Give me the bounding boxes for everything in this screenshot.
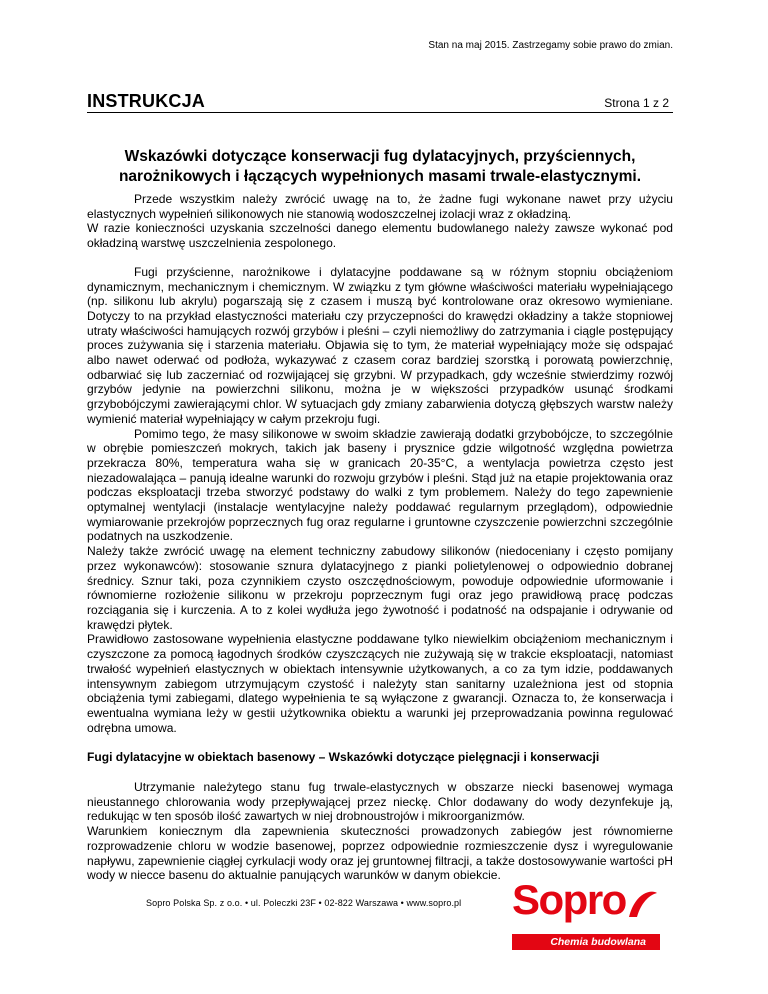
paragraph: Utrzymanie należytego stanu fug trwale-elastycznych w obszarze niecki basenowej wymaga nieustannego chlorowania wody przepływającej przez nieckę. Chlor dodawany do wody dezynfekuje ją, redukując w ten sposób ilość zawartych w niej drobnoustrojów i mikroorganizmów.	[87, 780, 673, 824]
paragraph: Przede wszystkim należy zwrócić uwagę na to, że żadne fugi wykonane nawet przy użyciu elastycznych wypełnień silikonowych nie stanowią wodoszczelnej izolacji wraz z okładziną.	[87, 192, 673, 221]
document-type: INSTRUKCJA	[87, 91, 206, 111]
paragraph: Pomimo tego, że masy silikonowe w swoim składzie zawierają dodatki grzybobójcze, to szczególnie w obrębie pomieszczeń mokrych, takich jak baseny i prysznice gdzie wilgotność względna powietrza przekracza 80%, temperatura waha się w granicach 20-35°C, a wentylacja powietrza często jest niezadowalająca – panują idealne warunki do rozwoju grzybów i pleśni. Stąd już na etapie projektowania oraz podczas eksploatacji trzeba stworzyć podstawy do walki z tym problemem. Należy do tego zapewnienie optymalnej wentylacji (instalacje wentylacyjne należy poddawać regularnym przeglądom), odpowiednie wymiarowanie przekrojów poprzecznych fug oraz regularne i gruntowne czyszczenie powierzchni szczególnie podatnych na uszkodzenie.	[87, 426, 673, 544]
document-title	[87, 147, 673, 187]
logo-swoosh-icon	[625, 887, 659, 921]
page-number: Strona 1 z 2	[604, 96, 669, 110]
document-header	[87, 90, 673, 113]
paragraph: Prawidłowo zastosowane wypełnienia elastyczne poddawane tylko niewielkim obciążeniom mechanicznym i czyszczone za pomocą łagodnych środków czyszczących nie zużywają się w trakcie eksploatacji, natomiast trwałość wypełnień elastycznych w obiektach intensywnie użytkowanych, a co za tym idzie, poddawanych intensywnym zabiegom utrzymującym czystość i należyty stan sanitarny uzależniona jest od stopnia obciążenia tymi zabiegami, dlatego wypełnienia te są wyłączone z gwarancji. Oznacza to, że konserwacja i ewentualna wymiana leży w gestii użytkownika obiektu a warunki jej przeprowadzania powinna regulować odrębna umowa.	[87, 632, 673, 735]
paragraph: Fugi przyścienne, narożnikowe i dylatacyjne poddawane są w różnym stopniu obciążeniom dynamicznym, mechanicznym i chemicznym. W związku z tym główne właściwości materiału wypełniającego (np. silikonu lub akrylu) pogarszają się z czasem i muszą być kontrolowane oraz okresowo wymieniane. Dotyczy to na przykład elastyczności materiału czy przyczepności do krawędzi okładziny a także stopniowej utraty właściwości hamujących rozwój grzybów i pleśni – czyli niemożliwy do zatrzymania i ciągle postępujący proces zużywania się i starzenia materiału. Objawia się to tym, że materiał wypełniający może się odspajać albo nawet oderwać od podłoża, wykazywać z czasem coraz bardziej szorstką i porowatą powierzchnię, odbarwiać się lub zaczerniać od rozwijającej się grzybni. W przypadkach, gdy wcześnie stwierdzimy rozwój grzybów jedynie na powierzchni silikonu, można je w większości przypadków usunąć środkami grzybobójczymi zawierającymi chlor. W sytuacjach gdy zmiany zabarwienia dotyczą głębszych warstw należy wymienić materiał wypełniający w całym przekroju fugi.	[87, 264, 673, 426]
revision-note: Stan na maj 2015. Zastrzegamy sobie prawo do zmian.	[428, 40, 673, 51]
paragraph: Należy także zwrócić uwagę na element techniczny zabudowy silikonów (niedoceniany i często pomijany przez wykonawców): stosowanie sznura dylatacyjnego z pianki polietylenowej o odpowiednio dobranej średnicy. Sznur taki, poza czynnikiem czysto oszczędnościowym, powoduje odpowiednie uformowanie i równomierne rozłożenie silikonu w przekroju poprzecznym fugi oraz jego prawidłową pracę podczas rozciągania się i kurczenia. A to z kolei wydłuża jego żywotność i podatność na odspajanie i odrywanie od krawędzi płytek.	[87, 544, 673, 632]
brand-tagline: Chemia budowlana	[512, 934, 660, 950]
section-heading: Fugi dylatacyjne w obiektach basenowy – Wskazówki dotyczące pielęgnacji i konserwacji	[87, 750, 600, 765]
title-line-2: narożnikowych i łączących wypełnionych masami trwale-elastycznymi.	[118, 168, 642, 185]
logo-wordmark: Sopro	[512, 876, 626, 923]
title-line-1: Wskazówki dotyczące konserwacji fug dylatacyjnych, przyściennych,	[124, 148, 636, 165]
company-address: Sopro Polska Sp. z o.o. • ul. Poleczki 23F • 02-822 Warszawa • www.sopro.pl	[146, 898, 462, 908]
paragraph: W razie konieczności uzyskania szczelności danego elementu budowlanego należy zawsze wykonać pod okładziną warstwę uszczelnienia zespolonego.	[87, 221, 673, 251]
document-body	[87, 192, 673, 883]
paragraph: Warunkiem koniecznym dla zapewnienia skuteczności prowadzonych zabiegów jest równomierne rozprowadzenie chloru w wodzie basenowej, poprzez odpowiednie rozmieszczenie dysz i wyregulowanie napływu, zapewnienie ciągłej cyrkulacji wody oraz jej gruntownej filtracji, a także dostosowywanie wartości pH wody w niecce basenu do aktualnie panujących warunków w danym obiekcie.	[87, 824, 673, 883]
